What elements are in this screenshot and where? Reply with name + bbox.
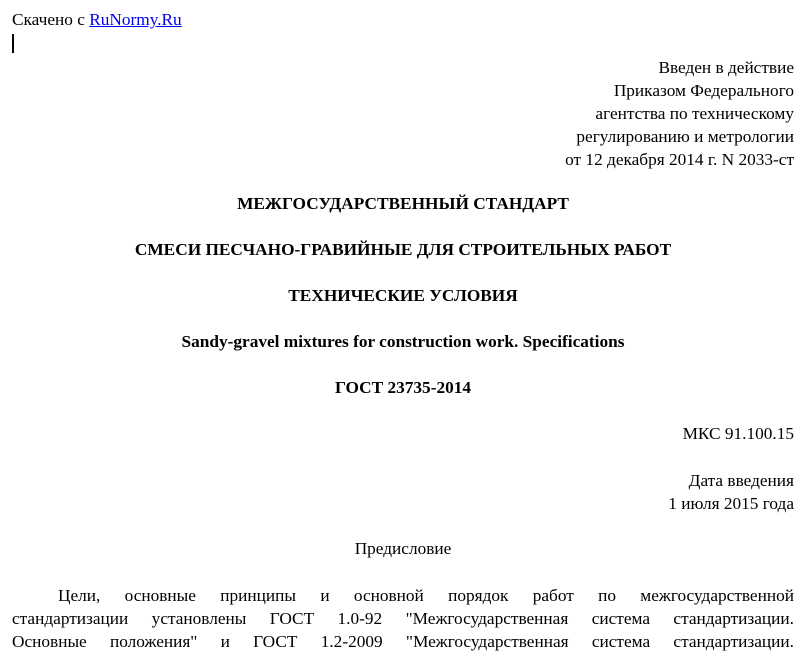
approval-line: Приказом Федерального	[613, 81, 794, 100]
standard-subtitle-heading: ТЕХНИЧЕСКИЕ УСЛОВИЯ	[288, 286, 518, 305]
document-page	[12, 0, 794, 650]
foreword-paragraph	[12, 584, 794, 653]
approval-line: регулированию и метрологии	[576, 127, 794, 146]
approval-line: Введен в действие	[658, 58, 794, 77]
intro-date-value: 1 июля 2015 года	[668, 494, 794, 513]
source-prefix: Скачено с	[12, 10, 90, 29]
intro-date-block	[668, 469, 794, 515]
approval-line: агентства по техническому	[595, 104, 794, 123]
paragraph-line: Основные положения" и ГОСТ 1.2-2009 "Межгосударственная система стандартизации.	[12, 632, 794, 651]
standard-title-heading: СМЕСИ ПЕСЧАНО-ГРАВИЙНЫЕ ДЛЯ СТРОИТЕЛЬНЫХ РАБОТ	[134, 240, 672, 259]
intro-date-label: Дата введения	[688, 471, 794, 490]
standard-kind-heading: МЕЖГОСУДАРСТВЕННЫЙ СТАНДАРТ	[237, 194, 569, 213]
approval-block	[565, 56, 794, 171]
source-line	[12, 9, 182, 31]
text-cursor	[12, 34, 14, 53]
english-title-heading: Sandy-gravel mixtures for construction work. Specifications	[181, 332, 625, 351]
paragraph-line: Цели, основные принципы и основной порядок работ по межгосударственной	[58, 586, 794, 605]
paragraph-line: стандартизации установлены ГОСТ 1.0-92 "Межгосударственная система стандартизации.	[12, 609, 794, 628]
source-link[interactable]: RuNormy.Ru	[89, 10, 182, 29]
designation-heading: ГОСТ 23735-2014	[334, 378, 472, 397]
approval-line: от 12 декабря 2014 г. N 2033-ст	[565, 150, 794, 169]
foreword-title: Предисловие	[354, 539, 452, 558]
mks-code: МКС 91.100.15	[682, 424, 794, 443]
